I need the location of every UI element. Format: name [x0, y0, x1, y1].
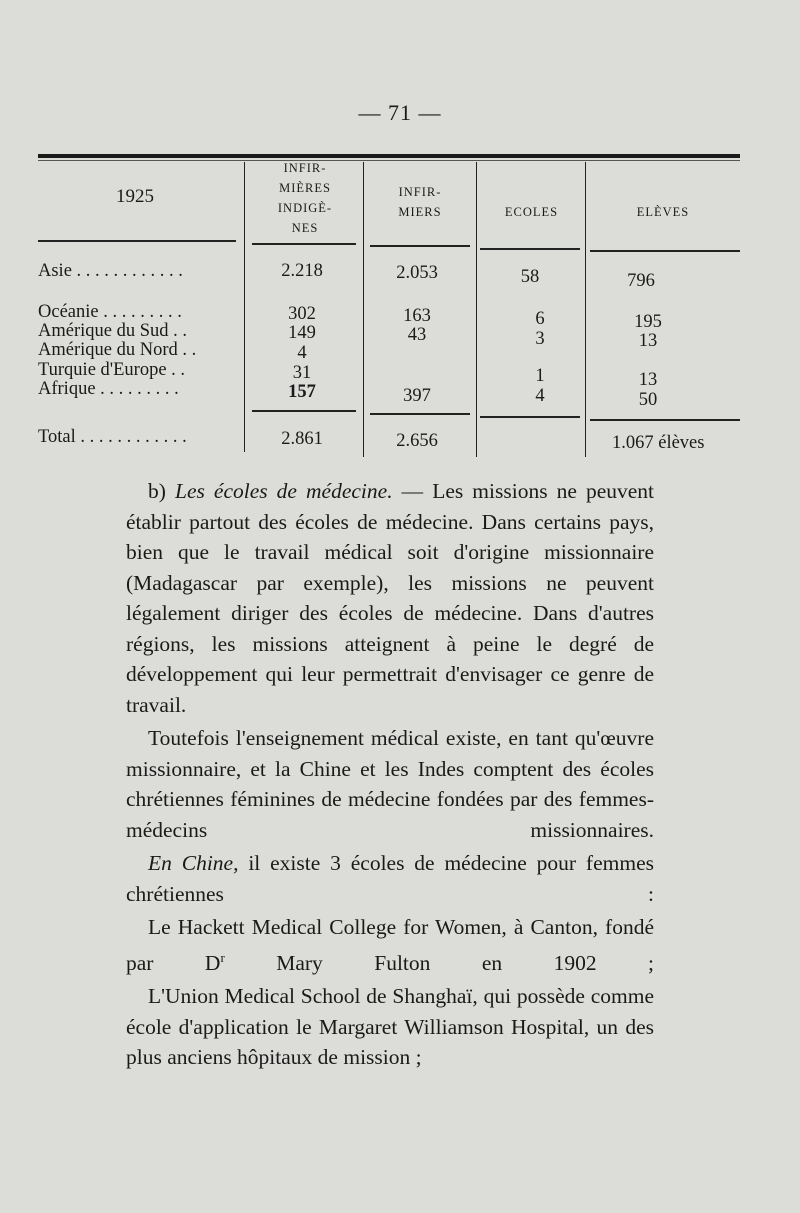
table-cell: 157	[288, 382, 316, 402]
header-rule	[38, 240, 236, 242]
paragraph	[126, 848, 654, 909]
header-rule	[590, 250, 740, 252]
paragraph-text: Le Hackett Medical College for Women, à Canton, fondé par D	[126, 915, 654, 975]
table-cell: 397	[403, 386, 431, 406]
table-cell: 43	[407, 325, 427, 345]
subtotal-rule	[370, 413, 470, 415]
section-marker: b)	[148, 479, 166, 503]
total-label: Total . . . . . . . . . . . .	[38, 427, 187, 447]
table-row-label: Amérique du Sud . .	[38, 321, 188, 341]
table-cell: 3	[535, 329, 545, 349]
table-row-label: Asie . . . . . . . . . . . .	[38, 261, 183, 281]
table-cell: 149	[288, 323, 316, 343]
header-rule	[252, 243, 356, 245]
col-divider	[476, 162, 477, 457]
subtotal-rule	[480, 416, 580, 418]
total-cell: 2.656	[396, 431, 438, 451]
total-cell: 1.067 élèves	[612, 433, 705, 453]
table-top-rule-thin	[38, 160, 740, 161]
col-divider	[244, 162, 245, 452]
table-row-label: Afrique . . . . . . . . .	[38, 379, 179, 399]
header-rule	[480, 248, 580, 250]
table-cell: 195	[634, 312, 662, 332]
superscript: r	[220, 949, 225, 965]
body-text	[126, 476, 654, 1076]
table-cell: 2.218	[281, 261, 323, 281]
table-row-label: Océanie . . . . . . . . .	[38, 302, 182, 322]
table-cell: 163	[403, 306, 431, 326]
table-cell: 2.053	[396, 263, 438, 283]
paragraph	[126, 476, 654, 720]
paragraph-italic: En Chine,	[148, 851, 239, 875]
header-infirmieres: INFIR- MIÈRES INDIGÈ- NES	[277, 161, 333, 235]
table-top-rule	[38, 154, 740, 158]
table-row-label: Turquie d'Europe . .	[38, 360, 186, 380]
table-cell: 50	[638, 390, 658, 410]
table-cell: 13	[638, 331, 658, 351]
subtotal-rule	[252, 410, 356, 412]
total-cell: 2.861	[281, 429, 323, 449]
paragraph-text: — Les missions ne peuvent établir partout des écoles de médecine. Dans certains pays, bien que le travail médical soit d'origine missionnaire (Madagascar par exemple), les missions ne peuvent légalement diriger des écoles de médecine. Dans d'autres régions, les missions atteignent à peine le degré de développement qui leur permettrait d'envisager ce genre de travail.	[126, 479, 655, 717]
table-cell: 1	[535, 366, 545, 386]
table-cell: 302	[288, 304, 316, 324]
header-year: 1925	[116, 186, 154, 207]
table-cell: 31	[292, 363, 312, 383]
paragraph: L'Union Medical School de Shanghaï, qui possède comme école d'application le Margaret Williamson Hospital, un des plus anciens hôpitaux de mission ;	[126, 984, 654, 1070]
header-ecoles: ECOLES	[504, 205, 559, 219]
header-eleves: ELÈVES	[636, 205, 690, 219]
table-cell: 4	[535, 386, 545, 406]
table-cell: 58	[520, 267, 540, 287]
section-title: Les écoles de médecine.	[174, 479, 393, 503]
table-row-label: Amérique du Nord . .	[38, 340, 197, 360]
paragraph: Toutefois l'enseignement médical existe, en tant qu'œuvre missionnaire, et la Chine et les Indes comptent des écoles chrétiennes féminines de médecine fondées par des femmes-médecins missionnaires.	[126, 726, 654, 842]
paragraph-text: il existe 3 écoles de médecine pour femmes chrétiennes :	[126, 851, 654, 906]
paragraph	[126, 912, 654, 978]
table-cell: 796	[627, 271, 655, 291]
page-number: — 71 —	[358, 100, 442, 125]
subtotal-rule	[590, 419, 740, 421]
table-cell: 13	[638, 370, 658, 390]
header-infirmiers: INFIR- MIERS	[398, 185, 442, 219]
paragraph-text: Mary Fulton en 1902 ;	[276, 950, 655, 975]
header-rule	[370, 245, 470, 247]
table-cell: 4	[297, 343, 307, 363]
table-cell: 6	[535, 309, 545, 329]
